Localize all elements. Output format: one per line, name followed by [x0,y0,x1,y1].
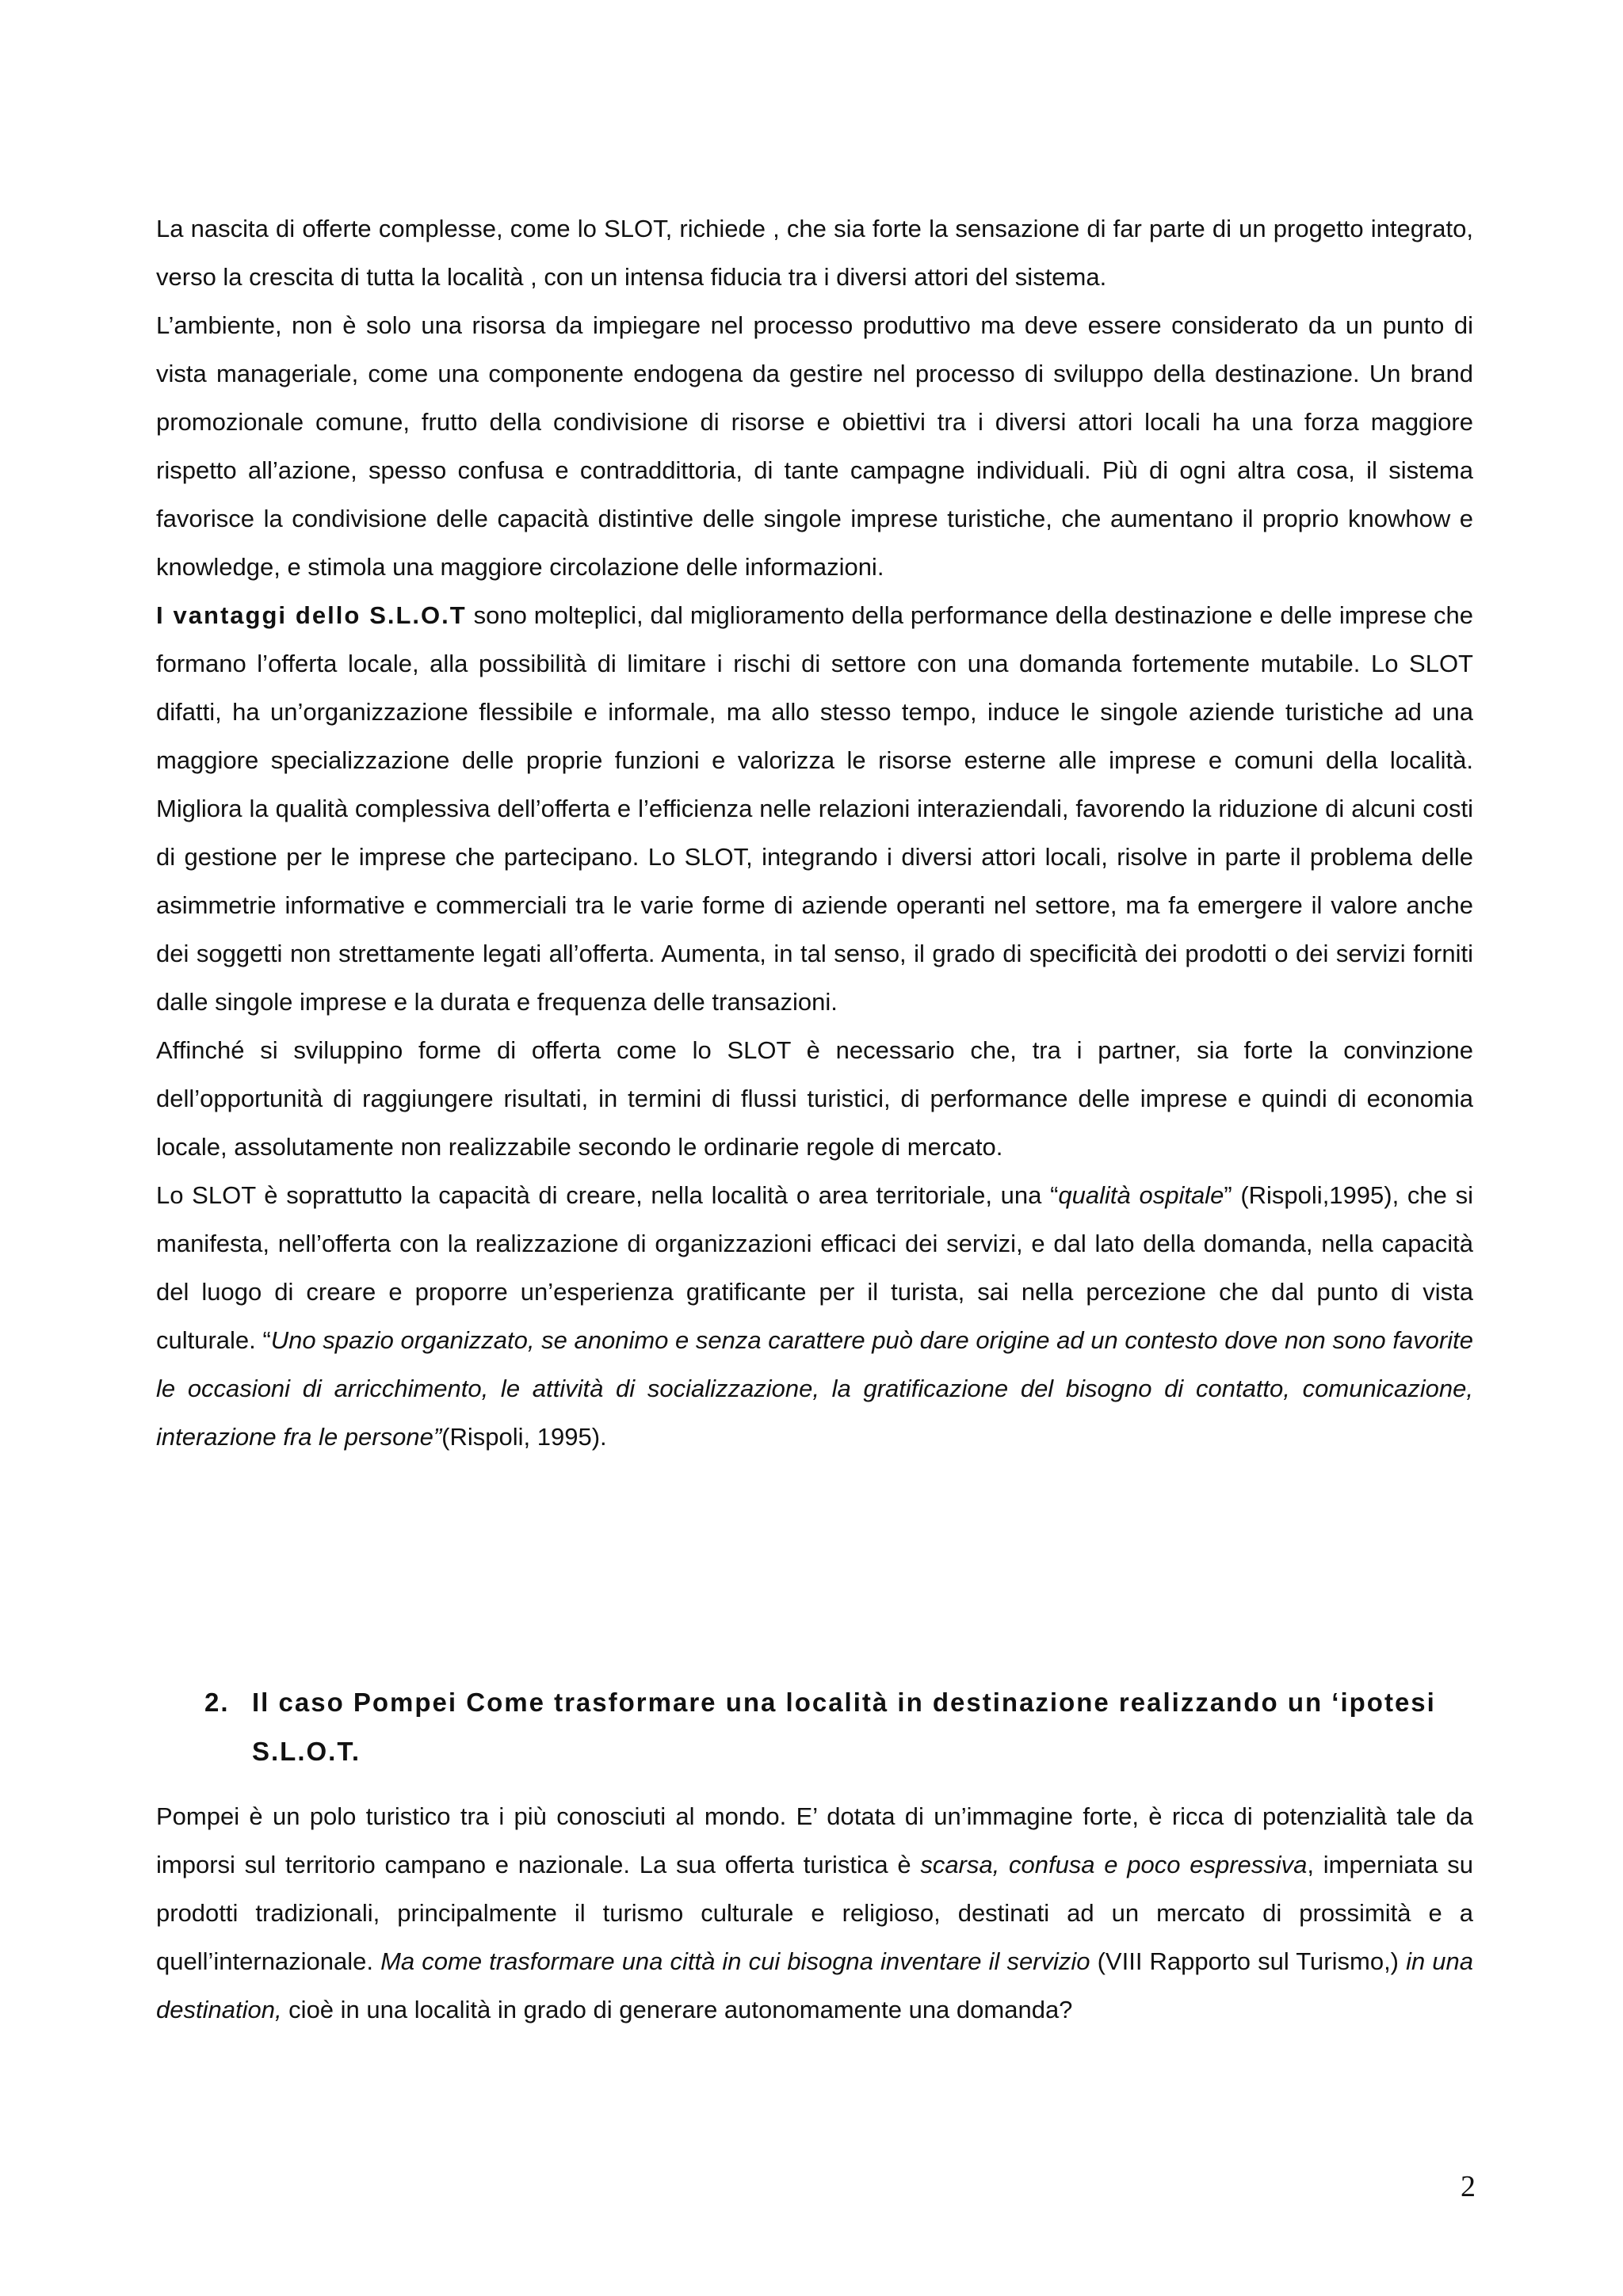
italic-run: scarsa, confusa e poco espressiva [920,1851,1308,1878]
italic-run: in una destination, [156,1947,1474,2023]
section-2-text [156,1792,1473,2034]
text-run: ” (Rispoli,1995), che si manifesta, nell’offerta con la realizzazione di organizzazioni efficaci dei servizi, e dal lato della domanda, nella capacità del luogo di creare e proporre un’esperienza gratificante per il turista, sai nella percezione che dal punto di vista culturale. “ [156,1181,1473,1354]
paragraph-ambiente: L’ambiente, non è solo una risorsa da impiegare nel processo produttivo ma deve essere considerato da un punto di vista manageriale, come una componente endogena da gestire nel processo di sviluppo della destinazione. Un brand promozionale comune, frutto della condivisione di risorse e obiettivi tra i diversi attori locali ha una forza maggiore rispetto all’azione, spesso confusa e contraddittoria, di tante campagne individuali. Più di ogni altra cosa, il sistema favorisce la condivisione delle capacità distintive delle singole imprese turistiche, che aumentano il proprio knowhow e knowledge, e stimola una maggiore circolazione delle informazioni. [156,311,1473,581]
heading-number: 2. [204,1688,230,1717]
text-run: cioè in una località in grado di generare autonomamente una domanda? [281,1996,1073,2023]
section-heading [204,1678,1474,1776]
text-run: (VIII Rapporto sul Turismo,) [1090,1947,1407,1975]
paragraph-affinche: Affinché si sviluppino forme di offerta come lo SLOT è necessario che, tra i partner, sia forte la convinzione dell’opportunità di raggiungere risultati, in termini di flussi turistici, di performance delle imprese e quindi di economia locale, assolutamente non realizzabile secondo le ordinarie regole di mercato. [156,1036,1473,1161]
text-run: , imperniata su prodotti tradizionali, principalmente il turismo culturale e religioso, destinati ad un mercato di prossimità e a quell’internazionale. [156,1851,1473,1975]
text-run: Pompei è un polo turistico tra i più conosciuti al mondo. E’ dotata di un’immagine forte, è ricca di potenzialità tale da imporsi sul territorio campano e nazionale. La sua offerta turistica è [156,1802,1473,1878]
text-run: Lo SLOT è soprattutto la capacità di creare, nella località o area territoriale, una “ [156,1181,1059,1209]
paragraph-vantaggi-text: sono molteplici, dal miglioramento della performance della destinazione e delle imprese che formano l’offerta locale, alla possibilità di limitare i rischi di settore con una domanda fortemente mutabile. Lo SLOT difatti, ha un’organizzazione flessibile e informale, ma allo stesso tempo, induce le singole aziende turistiche ad una maggiore specializzazione delle proprie funzioni e valorizza le risorse esterne alle imprese e comuni della località. Migliora la qualità complessiva dell’offerta e l’efficienza nelle relazioni interaziendali, favorendo la riduzione di alcuni costi di gestione per le imprese che partecipano. Lo SLOT, integrando i diversi attori locali, risolve in parte il problema delle asimmetrie informative e commerciali tra le varie forme di aziende operanti nel settore, ma fa emergere il valore anche dei soggetti non strettamente legati all’offerta. Aumenta, in tal senso, il grado di specificità dei prodotti o dei servizi forniti dalle singole imprese e la durata e frequenza delle transazioni. [156,601,1473,1016]
italic-quote: Uno spazio organizzato, se anonimo e senza carattere può dare origine ad un contesto dove non sono favorite le occasioni di arricchimento, le attività di socializzazione, la gratificazione del bisogno di contatto, comunicazione, interazione fra le persone” [156,1326,1473,1451]
heading-line-2: S.L.O.T. [252,1737,361,1766]
paragraph-vantaggi [156,591,1473,1026]
text-run: (Rispoli, 1995). [441,1423,607,1451]
page-number: 2 [1461,2170,1476,2203]
paragraph-pompei [156,1792,1473,2034]
italic-run: qualità ospitale [1058,1181,1224,1209]
paragraph-qualita-ospitale [156,1171,1473,1461]
section-1-text [156,204,1473,1461]
heading-title: Il caso Pompei Come trasformare una località in destinazione realizzando un ‘ipotesi [252,1688,1436,1717]
paragraph-slot-intro: La nascita di offerte complesse, come lo SLOT, richiede , che sia forte la sensazione di far parte di un progetto integrato, verso la crescita di tutta la località , con un intensa fiducia tra i diversi attori del sistema. [156,215,1473,291]
heading-line-1 [204,1678,1474,1727]
bold-lead-vantaggi: I vantaggi dello S.L.O.T [156,601,467,629]
italic-run: Ma come trasformare una città in cui bisogna inventare il servizio [380,1947,1090,1975]
